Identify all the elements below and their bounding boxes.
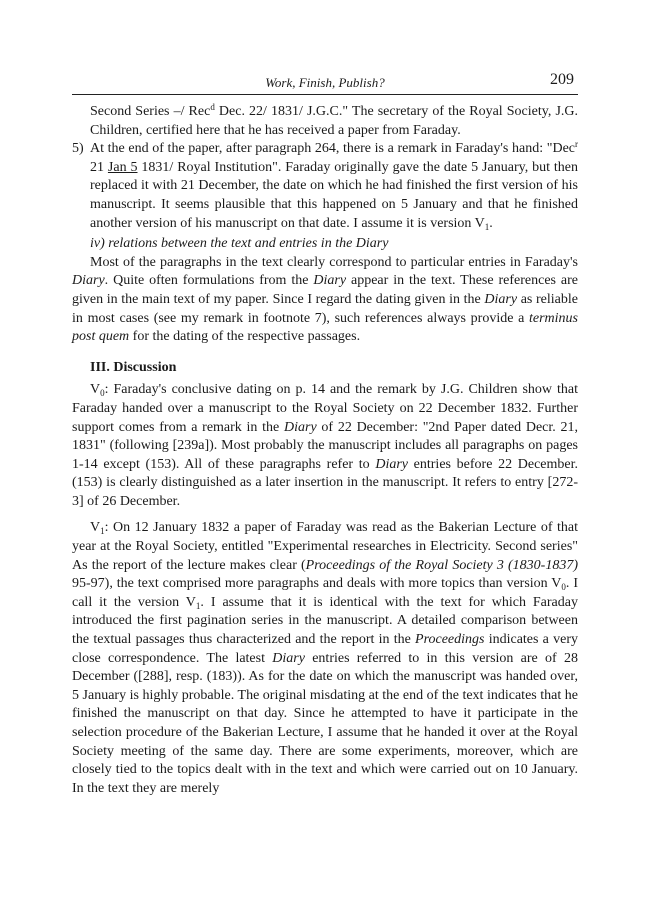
section-heading-discussion: III. Discussion [90, 359, 177, 375]
subheading-diary-relations: iv) relations between the text and entries in the Diary [90, 236, 389, 252]
running-header [72, 71, 578, 95]
note-item-5: 5) At the end of the paper, after paragraph 264, there is a remark in Faraday's hand: "Dec$^r$ 21 Jan 5 1831/ Royal Institution". Faraday originally gave the date 5 January, but then replaced it with 21 December, the date on which he had finished the first version of his manuscript. It seems plausible that this happened on 5 January and that he finished another version of his manuscript on that date. I assume it is version $V_1$. [72, 139, 579, 232]
page-number: 209 [550, 71, 574, 88]
paragraph-diary-entries: Most of the paragraphs in the text clearly correspond to particular entries in Faraday's Diary. Quite often formulations from the Diary appear in the text. These references are given in the main text of my paper. Since I regard the dating given in the Diary as reliable in most cases (see my remark in footnote 7), such references always provide a terminus post quem for the dating of the respective passages. [72, 254, 579, 345]
paragraph-gap [72, 511, 578, 519]
item-number: 5) [72, 141, 84, 157]
paragraph-version-v0: $V_0$: Faraday's conclusive dating on p. 14 and the remark by J.G. Children show that Faraday handed over a manuscript to the Royal Society on 22 December 1832. Further support comes from a remark in the Diary of 22 December: "2nd Paper dated Decr. 21, 1831" (following [239a]). Most probably the manuscript includes all paragraphs on pages 1-14 except (153). All of these paragraphs refer to Diary entries before 22 December. (153) is clearly distinguished as a later insertion in the manuscript. It refers to entry [272-3] of 26 December. [72, 382, 579, 509]
running-title: Work, Finish, Publish? [265, 75, 385, 90]
paragraph-version-v1: $V_1$: On 12 January 1832 a paper of Faraday was read as the Bakerian Lecture of that year at the Royal Society, entitled "Experimental researches in Electricity. Second series" As the report of the lecture makes clear (Proceedings of the Royal Society 3 (1830-1837) 95-97), the text comprised more paragraphs and deals with more topics than version $V_0$. I call it the version $V_1$. I assume that it is identical with the text for which Faraday introduced the first pagination series in the manuscript. A detailed comparison between the textual passages thus characterized and the report in the Proceedings indicates a very close correspondence. The latest Diary entries referred to in this version are of 28 December ([288], resp. (183)). As for the date on which the manuscript was handed over, 5 January is highly probable. The original misdating at the end of the text indicates that he finished the manuscript on that day. Since he attempted to have it participate in the selection procedure of the Bakerian Lecture, I assume that he handed it over at the Royal Society meeting of the same day. There are some experiments, moreover, which are closely tied to the topics dealt with in the text and which were carried out on 10 January. In the text they are merely [72, 520, 579, 796]
note-continuation: Second Series –/ Rec$^d$ Dec. 22/ 1831/ J.G.C." The secretary of the Royal Society, J.G. Children, certified here that he has received a paper from Faraday. [90, 102, 578, 138]
underlined-date: Jan 5 [107, 159, 138, 175]
page [72, 71, 579, 798]
